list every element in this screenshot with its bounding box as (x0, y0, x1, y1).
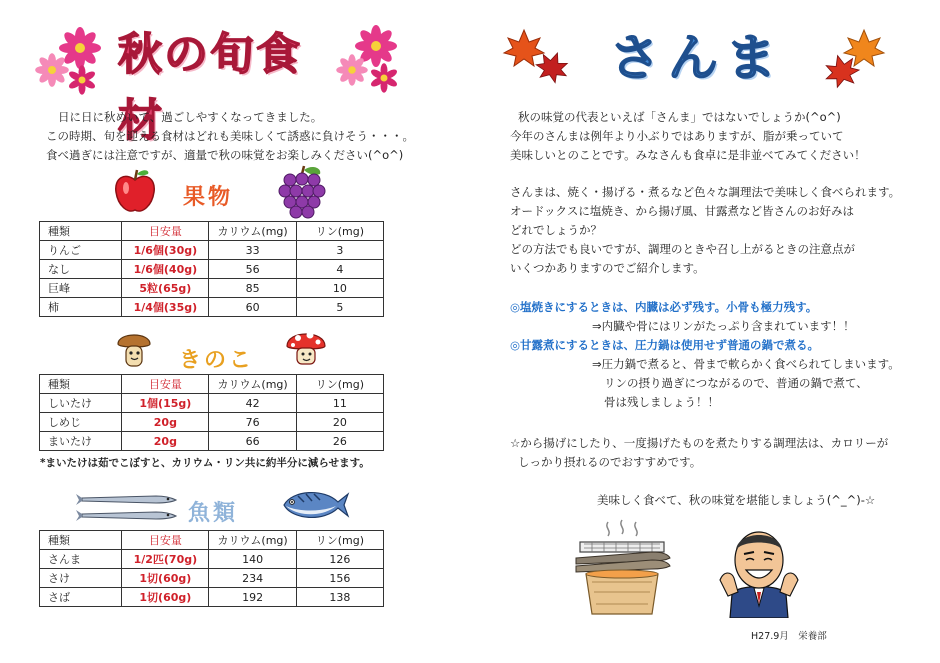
header-phosphorus: リン(mg) (296, 531, 383, 550)
maitake-note: *まいたけは茹でこぼすと、カリウム・リン共に約半分に減らせます。 (40, 457, 370, 469)
text-line: いくつかありますのでご紹介します。 (510, 261, 705, 275)
food-amount: 5粒(65g) (122, 279, 209, 298)
phosphorus-value: 3 (296, 241, 383, 260)
phosphorus-value: 20 (296, 413, 383, 432)
phosphorus-value: 10 (296, 279, 383, 298)
potassium-value: 85 (209, 279, 296, 298)
sanma-fish-icon (76, 486, 180, 528)
table-row (40, 588, 384, 607)
potassium-value: 42 (209, 394, 296, 413)
potassium-value: 33 (209, 241, 296, 260)
flower-icon (30, 26, 110, 96)
phosphorus-value: 156 (296, 569, 383, 588)
intro-text (40, 108, 414, 165)
tip-simmered: ◎甘露煮にするときは、圧力鍋は使用せず普通の鍋で煮る。 (510, 338, 820, 352)
food-amount: 1切(60g) (122, 569, 209, 588)
table-row (40, 432, 384, 451)
page-title-autumn-foods: 秋の旬食材 (118, 29, 302, 146)
phosphorus-value: 126 (296, 550, 383, 569)
sanma-paragraph-1 (510, 108, 866, 165)
tip-simmered-detail: ⇒圧力鍋で煮ると、骨まで軟らかく食べられてしまいます。 (592, 357, 900, 371)
food-name: まいたけ (40, 432, 122, 451)
header-type: 種類 (40, 375, 122, 394)
table-row (40, 394, 384, 413)
table-row (40, 413, 384, 432)
potassium-value: 192 (209, 588, 296, 607)
phosphorus-value: 26 (296, 432, 383, 451)
tip-grilled: ◎塩焼きにするときは、内臓は必ず残す。小骨も極力残す。 (510, 300, 818, 314)
red-mushroom-icon (285, 326, 327, 366)
food-name: 巨峰 (40, 279, 122, 298)
mushroom-section-title: きのこ (179, 348, 255, 373)
fruit-section-title: 果物 (183, 185, 234, 210)
intro-line: 食べ過ぎには注意ですが、適量で秋の味覚をお楽しみください(^o^) (46, 148, 404, 162)
header-potassium: カリウム(mg) (209, 375, 296, 394)
food-amount: 1/6個(40g) (122, 260, 209, 279)
signature: H27.9月 栄養部 (751, 631, 827, 642)
mushroom-character-icon (115, 326, 153, 370)
table-row (40, 241, 384, 260)
table-row (40, 279, 384, 298)
apple-icon (110, 166, 160, 216)
mushroom-table (39, 374, 384, 451)
food-name: りんご (40, 241, 122, 260)
table-header-row (40, 222, 384, 241)
food-name: さんま (40, 550, 122, 569)
mackerel-icon (278, 484, 350, 526)
text-line: ☆から揚げにしたり、一度揚げたものを煮たりする調理法は、カロリーが (510, 436, 889, 450)
sanma-paragraph-2 (510, 183, 900, 278)
food-amount: 1切(60g) (122, 588, 209, 607)
text-line: どの方法でも良いですが、調理のときや召し上がるときの注意点が (510, 242, 855, 256)
text-line: さんまは、焼く・揚げる・煮るなど色々な調理法で美味しく食べられます。 (510, 185, 901, 199)
food-name: さば (40, 588, 122, 607)
text-line: 秋の味覚の代表といえば「さんま」ではないでしょうか(^o^) (518, 110, 841, 124)
grape-icon (276, 164, 328, 220)
closing-message: 美味しく食べて、秋の味覚を堪能しましょう(^_^)-☆ (597, 493, 876, 507)
food-name: さけ (40, 569, 122, 588)
table-row (40, 298, 384, 317)
food-name: なし (40, 260, 122, 279)
food-amount: 1/6個(30g) (122, 241, 209, 260)
food-amount: 1/4個(35g) (122, 298, 209, 317)
fish-section-title: 魚類 (188, 501, 239, 526)
intro-line: この時期、旬を迎える食材はどれも美味しくて誘惑に負けそう・・・。 (46, 129, 414, 143)
food-amount: 20g (122, 413, 209, 432)
flower-icon (332, 24, 410, 96)
header-amount: 目安量 (122, 222, 209, 241)
grilled-sanma-illustration (572, 518, 672, 622)
table-row (40, 550, 384, 569)
tip-simmered-detail: リンの摂り過ぎにつながるので、普通の鍋で煮て、 (604, 376, 868, 390)
food-name: 柿 (40, 298, 122, 317)
table-row (40, 260, 384, 279)
food-name: しめじ (40, 413, 122, 432)
table-header-row (40, 531, 384, 550)
header-amount: 目安量 (122, 375, 209, 394)
food-amount: 1/2匹(70g) (122, 550, 209, 569)
tip-simmered-detail: 骨は残しましょう！！ (604, 395, 719, 409)
phosphorus-value: 11 (296, 394, 383, 413)
potassium-value: 60 (209, 298, 296, 317)
potassium-value: 140 (209, 550, 296, 569)
header-amount: 目安量 (122, 531, 209, 550)
header-phosphorus: リン(mg) (296, 375, 383, 394)
intro-line: 日に日に秋めいて、過ごしやすくなってきました。 (58, 110, 323, 124)
potassium-value: 66 (209, 432, 296, 451)
text-line: どれでしょうか？ (510, 223, 602, 237)
potassium-value: 234 (209, 569, 296, 588)
header-phosphorus: リン(mg) (296, 222, 383, 241)
header-type: 種類 (40, 531, 122, 550)
text-line: 美味しいとのことです。みなさんも食卓に是非並べてみてください！ (510, 148, 866, 162)
phosphorus-value: 138 (296, 588, 383, 607)
food-amount: 20g (122, 432, 209, 451)
text-line: 今年のさんまは例年より小ぶりではありますが、脂が乗っていて (510, 129, 844, 143)
cooking-tips (510, 298, 900, 412)
eating-man-illustration (716, 522, 802, 618)
table-row (40, 569, 384, 588)
potassium-value: 76 (209, 413, 296, 432)
potassium-value: 56 (209, 260, 296, 279)
fruit-table (39, 221, 384, 317)
maple-leaf-icon (500, 26, 578, 90)
header-type: 種類 (40, 222, 122, 241)
phosphorus-value: 5 (296, 298, 383, 317)
food-name: しいたけ (40, 394, 122, 413)
food-amount: 1個(15g) (122, 394, 209, 413)
sanma-paragraph-3 (510, 434, 888, 472)
text-line: しっかり摂れるのでおすすめです。 (518, 455, 702, 469)
text-line: オードックスに塩焼き、から揚げ風、甘露煮など皆さんのお好みは (510, 204, 854, 218)
header-potassium: カリウム(mg) (209, 531, 296, 550)
maple-leaf-icon (818, 26, 892, 94)
table-header-row (40, 375, 384, 394)
sanma-title: さんま (610, 29, 784, 87)
fish-table (39, 530, 384, 607)
phosphorus-value: 4 (296, 260, 383, 279)
header-potassium: カリウム(mg) (209, 222, 296, 241)
tip-grilled-detail: ⇒内臓や骨にはリンがたっぷり含まれています！！ (592, 319, 855, 333)
